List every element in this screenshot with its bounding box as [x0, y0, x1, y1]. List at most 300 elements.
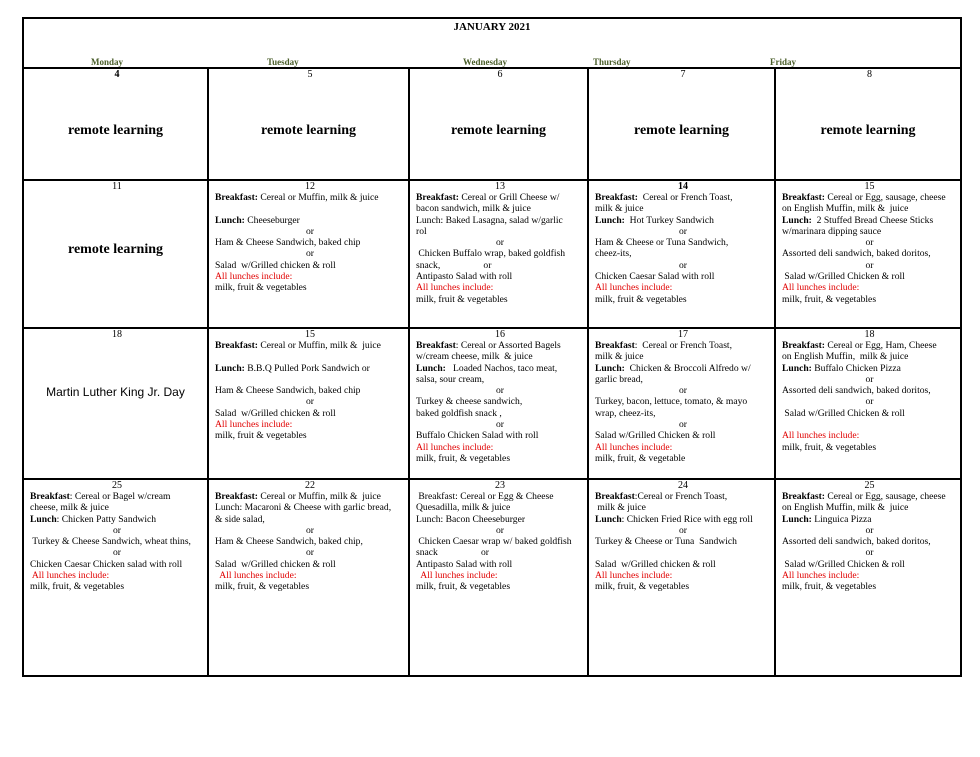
menu-line — [782, 536, 957, 547]
menu-line — [782, 525, 957, 536]
menu-text: milk, fruit & vegetables — [416, 293, 508, 305]
menu-text: Turkey & Cheese or Tuna Sandwich — [595, 536, 737, 548]
menu-text: on English Muffin, milk & juice — [782, 203, 909, 215]
day-cell — [776, 69, 960, 181]
meal-label: Lunch: — [782, 513, 812, 525]
calendar-title: JANUARY 2021 — [453, 21, 531, 33]
menu-text: milk, fruit, & vegetables — [416, 452, 511, 464]
remote-learning-label: remote learning — [261, 123, 356, 138]
menu-line — [782, 559, 957, 570]
menu-line — [215, 408, 405, 419]
menu-text: :Cereal or French Toast, — [634, 491, 728, 502]
menu-line — [215, 502, 405, 513]
day-number: 4 — [114, 69, 120, 80]
all-lunches-note — [416, 570, 584, 581]
menu-text: All lunches include: — [416, 282, 494, 294]
day-cell — [589, 480, 776, 677]
menu-text: or — [306, 547, 314, 559]
day-number: 11 — [112, 181, 122, 192]
menu-text: or — [865, 524, 874, 536]
day-number: 15 — [864, 181, 875, 192]
menu-text: Buffalo Chicken Salad with roll — [416, 430, 539, 442]
meal-label: Breakfast — [30, 491, 70, 502]
menu-text: or — [865, 259, 874, 271]
day-cell — [410, 69, 589, 181]
menu-text: Turkey, bacon, lettuce, tomato, & mayo — [595, 396, 748, 408]
menu-text: or — [496, 237, 504, 249]
day-number: 18 — [112, 329, 122, 340]
menu-text: All lunches include: — [30, 570, 110, 582]
menu-text: or — [306, 524, 314, 536]
day-cell — [410, 480, 589, 677]
meal-label: Breakfast: — [782, 491, 825, 502]
menu-line — [215, 385, 405, 396]
menu-line — [782, 271, 957, 282]
meal-label: Lunch: — [215, 214, 245, 226]
menu-text: & side salad, — [215, 513, 265, 525]
menu-line — [215, 525, 405, 536]
day-number: 8 — [867, 69, 872, 80]
day-number: 23 — [495, 480, 505, 491]
menu-line — [30, 525, 204, 536]
all-lunches-note — [215, 271, 405, 282]
menu-line — [782, 408, 957, 419]
spacer — [215, 374, 405, 385]
day-cell — [209, 181, 410, 329]
menu-text: Quesadilla, milk & juice — [416, 502, 511, 514]
menu-text: milk, fruit, & vegetables — [782, 293, 877, 305]
remote-learning-label: remote learning — [634, 123, 729, 138]
remote-learning-label: remote learning — [68, 123, 163, 138]
menu-line — [215, 547, 405, 558]
menu-text: B.B.Q Pulled Pork Sandwich or — [244, 362, 370, 374]
menu-text: milk, fruit, & vegetables — [595, 581, 690, 593]
menu-text: milk, fruit, & vegetables — [782, 581, 877, 593]
menu-text: : Chicken Patty Sandwich — [56, 513, 157, 525]
meal-label: Lunch — [30, 513, 57, 525]
menu-text: or — [679, 524, 687, 536]
menu-line — [782, 547, 957, 558]
menu-line — [416, 294, 584, 305]
spacer — [215, 351, 405, 362]
menu-line — [416, 396, 584, 407]
menu-line — [416, 192, 584, 203]
menu-line — [782, 215, 957, 226]
menu-text: or — [306, 396, 314, 408]
day-cell — [410, 181, 589, 329]
menu-line — [215, 340, 405, 351]
menu-text: Cheeseburger — [244, 214, 300, 226]
meal-label: Lunch: — [416, 362, 446, 374]
menu-text: Breakfast: Cereal or Egg & Cheese — [416, 491, 554, 502]
meal-label: Breakfast — [595, 491, 635, 502]
spacer — [215, 203, 405, 214]
menu-text: or — [679, 225, 687, 237]
menu-line — [215, 260, 405, 271]
menu-text: or — [679, 385, 687, 397]
menu-line — [416, 385, 584, 396]
menu-text: Cereal or Muffin, milk & juice — [258, 340, 381, 351]
menu-line — [416, 248, 584, 259]
all-lunches-note — [215, 570, 405, 581]
menu-text: : Cereal or French Toast, — [634, 340, 732, 351]
day-cell — [209, 480, 410, 677]
day-cell — [776, 181, 960, 329]
menu-text: Chicken Caesar Salad with roll — [595, 271, 715, 283]
menu-text: : Cereal or Bagel w/cream — [69, 491, 171, 502]
day-cell — [776, 329, 960, 480]
menu-text: or — [679, 419, 687, 431]
menu-line — [416, 271, 584, 282]
menu-line — [416, 525, 584, 536]
menu-line — [595, 453, 771, 464]
menu-text: Lunch: Macaroni & Cheese with garlic bread, — [215, 502, 392, 514]
meal-label: Breakfast — [595, 340, 635, 351]
remote-learning-label: remote learning — [451, 123, 546, 138]
menu-line — [416, 419, 584, 430]
menu-line — [215, 559, 405, 570]
menu-text: w/marinara dipping sauce — [782, 225, 882, 237]
meal-label: Breakfast: — [595, 192, 638, 203]
remote-learning-label: remote learning — [820, 123, 916, 138]
menu-text: All lunches include: — [595, 282, 673, 294]
menu-text: or — [113, 547, 121, 559]
menu-text: salsa, sour cream, — [416, 373, 485, 385]
menu-text: Assorted deli sandwich, baked doritos, — [782, 248, 931, 260]
day-cell — [410, 329, 589, 480]
all-lunches-note — [30, 570, 204, 581]
menu-text: or — [496, 385, 504, 397]
menu-text: milk, fruit & vegetables — [215, 282, 307, 294]
menu-text: Loaded Nachos, taco meat, — [445, 362, 558, 374]
menu-text: cheez-its, — [595, 248, 632, 260]
menu-text: milk, fruit, & vegetables — [215, 581, 310, 593]
day-number: 16 — [495, 329, 505, 340]
menu-text: Antipasto Salad with roll — [416, 271, 513, 283]
menu-line — [782, 502, 957, 513]
menu-line — [782, 514, 957, 525]
menu-line — [416, 340, 584, 351]
day-cell — [589, 329, 776, 480]
menu-text: Salad w/Grilled chicken & roll — [595, 558, 716, 570]
menu-line — [416, 351, 584, 362]
menu-line — [595, 351, 771, 362]
menu-line — [782, 385, 957, 396]
menu-line — [416, 203, 584, 214]
menu-text: Antipasto Salad with roll — [416, 558, 513, 570]
menu-text: Cereal or Egg, sausage, cheese — [825, 491, 946, 502]
menu-line — [595, 502, 771, 513]
menu-text: All lunches include: — [215, 271, 293, 283]
menu-text: Hot Turkey Sandwich — [624, 214, 714, 226]
menu-text: milk, fruit, & vegetables — [782, 441, 877, 453]
meal-label: Lunch: — [782, 362, 812, 374]
menu-line — [595, 525, 771, 536]
menu-text: milk, fruit & vegetables — [595, 293, 687, 305]
menu-line — [782, 248, 957, 259]
menu-line — [215, 192, 405, 203]
day-number: 7 — [680, 69, 686, 80]
meal-label: Breakfast: — [215, 491, 258, 502]
menu-line — [416, 237, 584, 248]
day-number: 12 — [305, 181, 315, 192]
day-cell — [589, 181, 776, 329]
menu-text: All lunches include: — [595, 570, 673, 582]
menu-line — [782, 237, 957, 248]
menu-line — [416, 453, 584, 464]
menu-line — [416, 514, 584, 525]
holiday-label: Martin Luther King Jr. Day — [46, 385, 185, 399]
menu-line — [782, 363, 957, 374]
day-number: 24 — [678, 480, 688, 491]
meal-label: Lunch — [595, 513, 622, 525]
menu-line — [215, 248, 405, 259]
day-number: 6 — [497, 69, 503, 80]
menu-text: w/cream cheese, milk & juice — [416, 351, 533, 363]
menu-text: All lunches include: — [782, 430, 860, 442]
menu-text: milk & juice — [595, 351, 644, 363]
all-lunches-note — [416, 442, 584, 453]
menu-text: All lunches include: — [782, 282, 860, 294]
menu-text: milk, fruit, & vegetables — [416, 581, 511, 593]
menu-line — [416, 408, 584, 419]
menu-line — [30, 514, 204, 525]
menu-line — [595, 385, 771, 396]
menu-text: or — [496, 419, 504, 431]
calendar — [22, 17, 962, 677]
meal-label: Breakfast: — [215, 340, 258, 351]
menu-text: Chicken & Broccoli Alfredo w/ — [624, 362, 751, 374]
day-number: 18 — [864, 329, 875, 340]
menu-line — [215, 396, 405, 407]
day-header-tuesday: Tuesday — [267, 57, 299, 67]
menu-line — [595, 215, 771, 226]
menu-text: milk, fruit, & vegetables — [30, 581, 125, 593]
meal-label: Breakfast — [416, 340, 456, 351]
menu-line — [30, 491, 204, 502]
menu-text: baked goldfish snack , — [416, 407, 502, 419]
day-cell — [24, 69, 209, 181]
menu-line — [215, 282, 405, 293]
day-number: 25 — [112, 480, 122, 491]
menu-line — [215, 536, 405, 547]
menu-text: milk, fruit & vegetables — [215, 430, 307, 442]
menu-text: or — [865, 547, 874, 559]
menu-text: cheese, milk & juice — [30, 502, 109, 514]
menu-text: bacon sandwich, milk & juice — [416, 203, 531, 215]
menu-text: Salad w/Grilled chicken & roll — [215, 558, 336, 570]
menu-line — [595, 536, 771, 547]
menu-text: wrap, cheez-its, — [595, 407, 656, 419]
menu-line — [416, 536, 584, 547]
menu-line — [595, 408, 771, 419]
menu-line — [782, 581, 957, 592]
menu-text: on English Muffin, milk & juice — [782, 502, 909, 514]
all-lunches-note — [595, 442, 771, 453]
all-lunches-note — [595, 570, 771, 581]
all-lunches-note — [782, 282, 957, 293]
all-lunches-note — [416, 282, 584, 293]
menu-line — [30, 536, 204, 547]
menu-text: Turkey & cheese sandwich, — [416, 396, 523, 408]
meal-label: Lunch: — [215, 362, 245, 374]
menu-line — [595, 192, 771, 203]
menu-text: Cereal or Egg, sausage, cheese — [825, 192, 946, 203]
menu-line — [595, 248, 771, 259]
menu-text: on English Muffin, milk & juice — [782, 351, 909, 363]
menu-text: Cereal or French Toast, — [638, 192, 733, 203]
menu-text: or — [865, 237, 874, 249]
menu-line — [416, 215, 584, 226]
day-number: 22 — [305, 480, 315, 491]
menu-line — [595, 374, 771, 385]
menu-text: milk & juice — [595, 502, 646, 514]
menu-text: Assorted deli sandwich, baked doritos, — [782, 385, 931, 397]
day-cell — [24, 181, 209, 329]
menu-line — [782, 442, 957, 453]
menu-text: Assorted deli sandwich, baked doritos, — [782, 536, 931, 548]
day-header-friday: Friday — [770, 57, 796, 67]
day-number: 13 — [495, 181, 505, 192]
menu-text: : Chicken Fried Rice with egg roll — [621, 513, 753, 525]
remote-learning-label: remote learning — [68, 242, 163, 257]
menu-line — [215, 581, 405, 592]
menu-text: Salad w/Grilled chicken & roll — [215, 407, 336, 419]
day-cell — [24, 480, 209, 677]
menu-text: All lunches include: — [215, 419, 293, 431]
all-lunches-note — [782, 570, 957, 581]
menu-text: snack, or — [416, 259, 492, 271]
menu-text: Cereal or Muffin, milk & juice — [258, 192, 379, 203]
menu-text: Cereal or Muffin, milk & juice — [258, 491, 381, 502]
menu-line — [215, 237, 405, 248]
menu-text: : Cereal or Assorted Bagels — [455, 340, 561, 351]
menu-line — [782, 294, 957, 305]
meal-label: Breakfast: — [215, 192, 258, 203]
menu-line — [595, 226, 771, 237]
menu-text: or — [496, 524, 504, 536]
menu-line — [416, 547, 584, 558]
menu-line — [595, 203, 771, 214]
menu-line — [30, 581, 204, 592]
menu-line — [595, 514, 771, 525]
day-number: 15 — [305, 329, 315, 340]
menu-line — [595, 363, 771, 374]
calendar-grid — [24, 67, 960, 677]
menu-line — [595, 294, 771, 305]
menu-text: snack or — [416, 547, 490, 559]
all-lunches-note — [595, 282, 771, 293]
menu-text: Salad w/Grilled Chicken & roll — [782, 407, 905, 419]
menu-line — [416, 559, 584, 570]
menu-text: Cereal or Egg, Ham, Cheese — [825, 340, 937, 351]
menu-line — [782, 491, 957, 502]
day-number: 14 — [678, 181, 688, 192]
menu-text: Lunch: Baked Lasagna, salad w/garlic — [416, 214, 563, 226]
menu-line — [416, 260, 584, 271]
all-lunches-note — [782, 430, 957, 441]
menu-line — [782, 374, 957, 385]
meal-label: Lunch: — [595, 362, 625, 374]
menu-line — [416, 226, 584, 237]
menu-text: Salad w/Grilled chicken & roll — [215, 259, 336, 271]
menu-line — [782, 226, 957, 237]
menu-text: or — [865, 373, 874, 385]
menu-text: Linguica Pizza — [811, 513, 872, 525]
menu-line — [215, 491, 405, 502]
menu-line — [782, 260, 957, 271]
menu-text: All lunches include: — [215, 570, 297, 582]
menu-text: All lunches include: — [416, 570, 498, 582]
menu-line — [595, 396, 771, 407]
meal-label: Lunch: — [595, 214, 625, 226]
menu-text: rol — [416, 225, 427, 237]
menu-text: All lunches include: — [595, 441, 673, 453]
menu-line — [595, 271, 771, 282]
menu-line — [595, 419, 771, 430]
day-number: 25 — [864, 480, 875, 491]
menu-line — [215, 514, 405, 525]
meal-label: Breakfast: — [416, 192, 459, 203]
menu-line — [416, 430, 584, 441]
menu-line — [416, 502, 584, 513]
day-cell — [209, 69, 410, 181]
meal-label: Breakfast: — [782, 340, 825, 351]
menu-line — [215, 226, 405, 237]
menu-text: Chicken Buffalo wrap, baked goldfish — [416, 248, 566, 260]
menu-text: or — [679, 259, 687, 271]
menu-line — [215, 215, 405, 226]
menu-line — [416, 491, 584, 502]
day-header-thursday: Thursday — [593, 57, 631, 67]
menu-line — [416, 363, 584, 374]
menu-text: or — [865, 396, 874, 408]
menu-line — [215, 363, 405, 374]
menu-text: or — [306, 225, 314, 237]
day-cell — [209, 329, 410, 480]
menu-text: Ham & Cheese Sandwich, baked chip — [215, 385, 361, 397]
meal-label: Lunch: — [782, 214, 812, 226]
menu-line — [782, 192, 957, 203]
menu-text: garlic bread, — [595, 373, 643, 385]
menu-line — [782, 396, 957, 407]
menu-line — [30, 547, 204, 558]
day-cell — [776, 480, 960, 677]
menu-line — [595, 260, 771, 271]
menu-text: All lunches include: — [782, 570, 860, 582]
all-lunches-note — [215, 419, 405, 430]
day-header-monday: Monday — [91, 57, 124, 67]
menu-text: Ham & Cheese Sandwich, baked chip — [215, 237, 361, 249]
menu-line — [416, 374, 584, 385]
menu-text: Ham & Cheese or Tuna Sandwich, — [595, 237, 729, 249]
menu-text: Cereal or Grill Cheese w/ — [459, 192, 560, 203]
day-cell — [24, 329, 209, 480]
menu-line — [595, 581, 771, 592]
menu-line — [595, 237, 771, 248]
menu-text: Salad w/Grilled Chicken & roll — [595, 430, 716, 442]
menu-line — [782, 351, 957, 362]
day-cell — [589, 69, 776, 181]
menu-text: or — [113, 524, 121, 536]
menu-text: Chicken Caesar Chicken salad with roll — [30, 558, 183, 570]
menu-line — [30, 502, 204, 513]
menu-text: All lunches include: — [416, 441, 494, 453]
menu-text: 2 Stuffed Bread Cheese Sticks — [811, 214, 934, 226]
day-header-wednesday: Wednesday — [463, 57, 508, 67]
menu-text: milk, fruit, & vegetable — [595, 452, 686, 464]
menu-line — [595, 559, 771, 570]
